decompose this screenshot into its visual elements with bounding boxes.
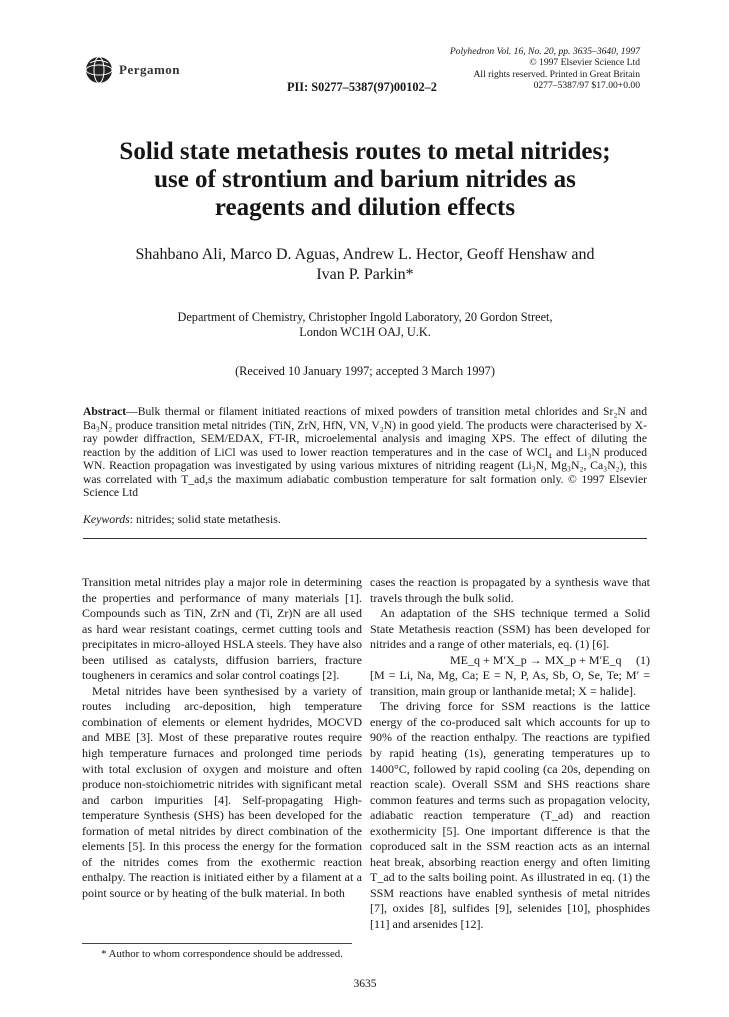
body-paragraph: The driving force for SSM reactions is the lattice energy of the co-produced salt which accounts for up to 90% of the reaction enthalpy. The reactions are typified by rapid heating (1s), generating temperatures up to 1400°C, followed by rapid cooling (ca 20s, depending on reaction scale). Overall SSM and SHS reactions share common features and terms such as propagation velocity, adiabatic reaction temperature (T_ad) and reaction exothermicity [5]. One important difference is that the coproduced salt in the SSM reaction acts as an internal heat break, absorbing reaction energy and often limiting T_ad to the salts boiling point. As illustrated in eq. (1) the SSM reactions have enabled synthesis of metal nitrides [7], oxides [8], sulfides [9], selenides [10], phosphides [11] and arsenides [12]. [370, 699, 650, 932]
body-paragraph: Metal nitrides have been synthesised by a variety of routes including arc-deposition, high temperature combination of elements or element hydrides, MOCVD and MBE [3]. Most of these preparative routes require high temperature furnaces and prolonged time periods with total exclusion of oxygen and moisture and often produce non-stoichiometric nitrides with significant metal and carbon impurities [4]. Self-propagating High-temperature Synthesis (SHS) has been developed for the formation of metal nitrides by direct combination of the elements [5]. In this process the energy for the formation of the nitrides comes from the exothermic reaction enthalpy. The reaction is initiated either by a filament at a point source or by heating of the bulk material. In both [82, 683, 362, 900]
paper-title [40, 138, 690, 222]
journal-copyright: © 1997 Elsevier Science Ltd [529, 57, 640, 69]
body-paragraph: cases the reaction is propagated by a synthesis wave that travels through the bulk solid. [370, 575, 650, 605]
publisher-name: Pergamon [119, 62, 181, 77]
affiliation [80, 310, 650, 340]
keywords-label: Keywords [83, 512, 130, 526]
journal-price: 0277–5387/97 $17.00+0.00 [533, 79, 640, 91]
title-line-2: use of strontium and barium nitrides as [154, 166, 576, 193]
title-line-1: Solid state metathesis routes to metal nitrides; [119, 138, 611, 165]
body-column-right [370, 575, 650, 933]
affiliation-line-1: Department of Chemistry, Christopher Ingold Laboratory, 20 Gordon Street, [177, 310, 553, 324]
journal-rights: All rights reserved. Printed in Great Britain [473, 68, 640, 80]
author-list [60, 245, 670, 285]
footnote-divider [82, 943, 352, 944]
equation-text: ME_q + M′X_p → MX_p + M′E_q [450, 652, 622, 667]
abstract [83, 405, 647, 500]
authors-line-1: Shahbano Ali, Marco D. Aguas, Andrew L. Hector, Geoff Henshaw and [135, 246, 595, 263]
body-paragraph: [M = Li, Na, Mg, Ca; E = N, P, As, Sb, O, Se, Te; M′ = transition, main group or lanthanide metal; X = halide]. [370, 668, 650, 698]
abstract-text: —Bulk thermal or filament initiated reactions of mixed powders of transition metal chlorides and Sr₂N and Ba₃N₂ produce transition metal nitrides (TiN, ZrN, HfN, VN, V₂N) in good yield. The products were characterised by X-ray powder diffraction, SEM/EDAX, FT-IR, microelemental analysis and imaging XPS. The effect of diluting the reaction by the addition of LiCl was used to lower reaction temperatures and in the case of WCl₄ and Li₃N produced WN. Reaction propagation was investigated by using various mixtures of nitriding reagent (Li₃N, Mg₃N₂, Ca₃N₂), this was correlated with T_ad,s the maximum adiabatic combustion temperature for salt formation only. © 1997 Elsevier Science Ltd [83, 405, 647, 499]
abstract-label: Abstract [83, 405, 127, 418]
body-paragraph: An adaptation of the SHS technique termed a Solid State Metathesis reaction (SSM) has been developed for nitrides and a range of other materials, eq. (1) [6]. [370, 606, 650, 652]
affiliation-line-2: London WC1H OAJ, U.K. [299, 325, 431, 339]
footnote: * Author to whom correspondence should be addressed. [101, 948, 343, 960]
body-column-left [82, 575, 362, 901]
keywords [83, 512, 281, 527]
title-line-3: reagents and dilution effects [214, 194, 516, 221]
authors-line-2: Ivan P. Parkin* [316, 266, 414, 283]
equation-1 [370, 653, 650, 669]
received-dates: (Received 10 January 1997; accepted 3 March 1997) [235, 364, 495, 378]
globe-icon [84, 55, 114, 85]
keywords-text: : nitrides; solid state metathesis. [129, 512, 281, 526]
journal-citation: Polyhedron Vol. 16, No. 20, pp. 3635–3640, 1997 [449, 46, 640, 57]
publisher-logo [84, 55, 234, 89]
body-paragraph: Transition metal nitrides play a major role in determining the properties and performance of many materials [1]. Compounds such as TiN, ZrN and (Ti, Zr)N are all used as hard wear resistant coatings, cermet cutting tools and precipitates in micro-alloyed HSLA steels. They have also been utilised as catalysts, diffusion barriers, fracture tougheners in ceramics and solar control coatings [2]. [82, 575, 362, 683]
pii-code: PII: S0277–5387(97)00102–2 [287, 80, 437, 94]
page-number: 3635 [353, 978, 377, 990]
section-divider [83, 538, 647, 539]
equation-number: (1) [636, 652, 650, 667]
